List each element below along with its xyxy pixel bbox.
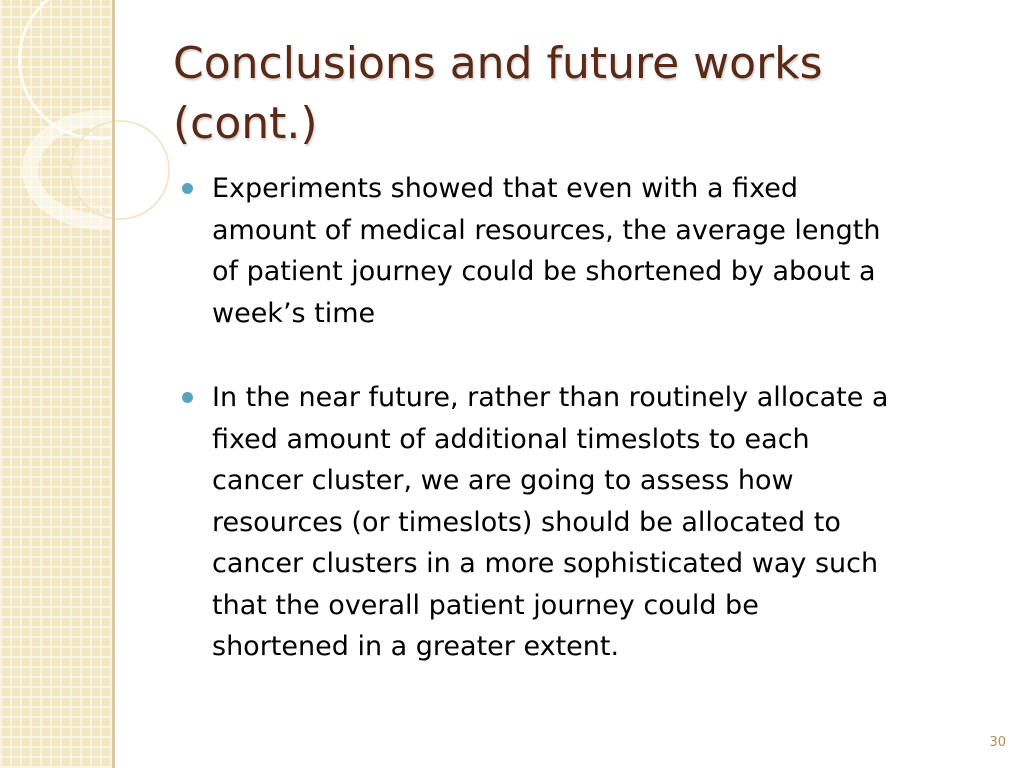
bullet-dot-icon	[182, 183, 193, 194]
bullet-list	[180, 168, 1000, 668]
decorative-ring	[70, 120, 170, 220]
page-number: 30	[989, 735, 1006, 750]
bullet-text-line: In the near future, rather than routinely allocate a	[212, 382, 889, 413]
slide-title-line-2: (cont.)	[173, 98, 318, 149]
bullet-dot-icon	[182, 392, 193, 403]
slide-title-line-1: Conclusions and future works	[173, 38, 823, 89]
slide-title	[173, 34, 973, 154]
bullet-text-line: of patient journey could be shortened by about a	[212, 256, 876, 287]
bullet-text-line: cancer cluster, we are going to assess how	[212, 465, 794, 496]
decorative-side-band	[0, 0, 112, 768]
bullet-text-line: resources (or timeslots) should be allocated to	[212, 506, 841, 538]
bullet-item	[180, 377, 1000, 668]
side-band-edge	[112, 0, 115, 768]
bullet-text-line: amount of medical resources, the average length	[212, 214, 881, 246]
bullet-text-line: that the overall patient journey could be	[212, 589, 759, 621]
bullet-text-line: cancer clusters in a more sophisticated way such	[212, 548, 879, 579]
bullet-text-line: fixed amount of additional timeslots to each	[212, 423, 810, 455]
bullet-text-line: shortened in a greater extent.	[212, 631, 620, 662]
bullet-text-line: Experiments showed that even with a fixed	[212, 173, 798, 204]
bullet-text-line: week’s time	[212, 297, 376, 329]
bullet-item	[180, 168, 1000, 334]
